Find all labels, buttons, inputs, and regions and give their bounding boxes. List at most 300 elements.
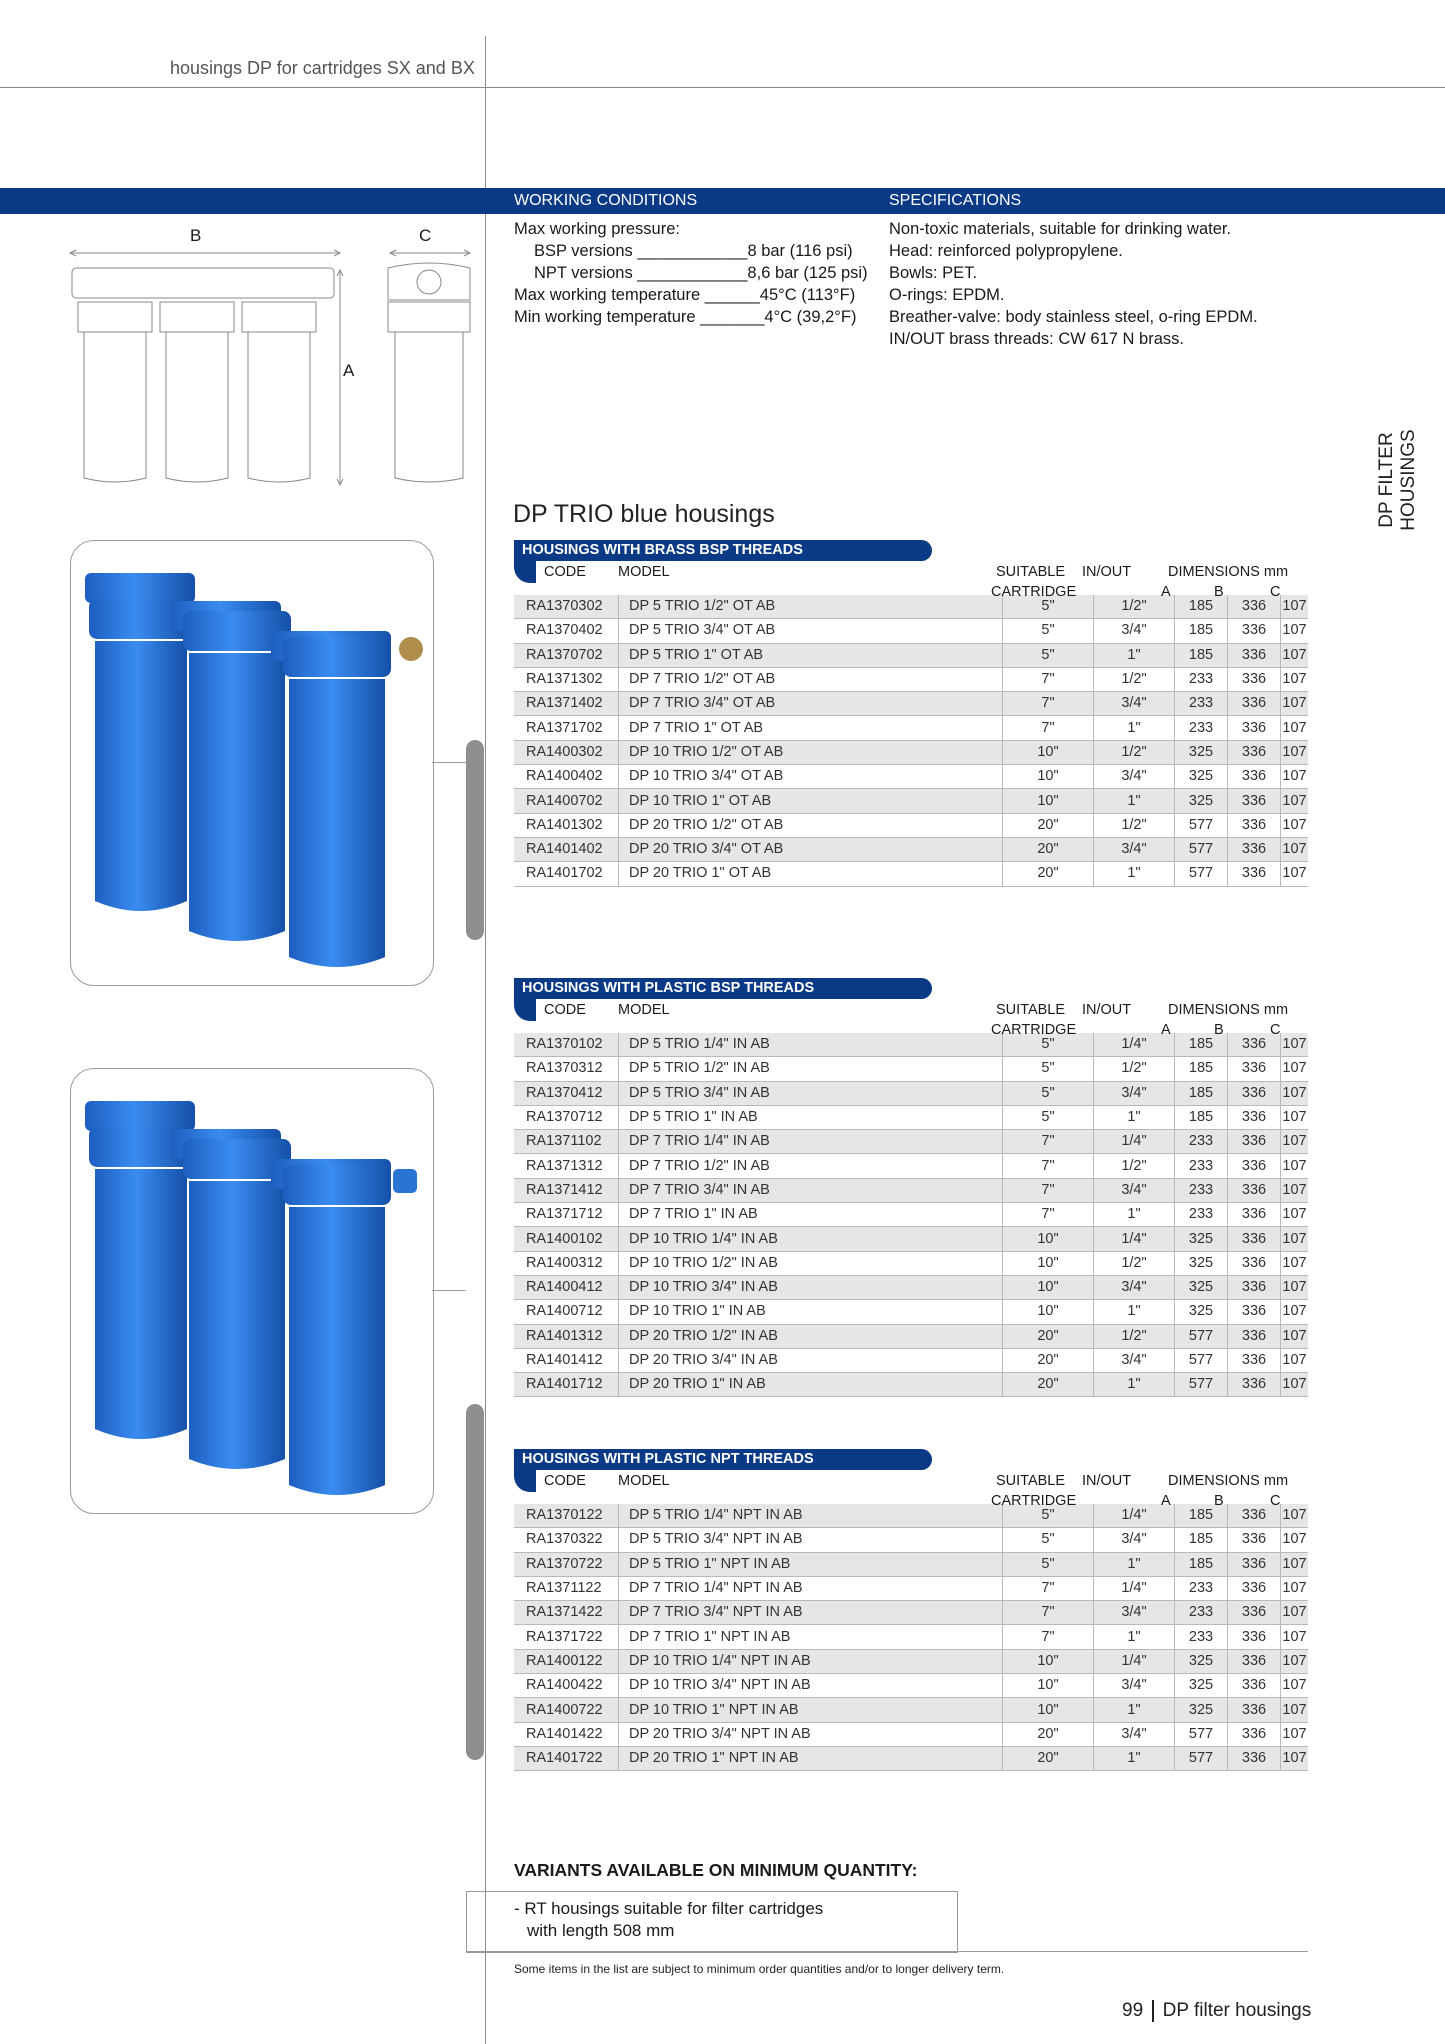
dimension-b: 336 xyxy=(1228,837,1281,861)
dimension-c: 107 xyxy=(1281,1154,1309,1178)
product-model: DP 5 TRIO 1/2" OT AB xyxy=(619,595,1003,619)
dimension-b: 336 xyxy=(1228,1033,1281,1057)
dimension-b: 336 xyxy=(1228,595,1281,619)
cartridge-size: 7" xyxy=(1003,1576,1094,1600)
table-row xyxy=(514,862,1308,886)
table-row xyxy=(514,1552,1308,1576)
dimension-a: 185 xyxy=(1175,1033,1228,1057)
thread-size: 3/4" xyxy=(1094,837,1175,861)
cartridge-size: 7" xyxy=(1003,1178,1094,1202)
condition-row: Max working temperature ______45°C (113°F) xyxy=(514,286,856,304)
cartridge-size: 10" xyxy=(1003,1251,1094,1275)
product-code: RA1370712 xyxy=(514,1105,619,1129)
product-code: RA1370122 xyxy=(514,1504,619,1528)
dimension-b: 336 xyxy=(1228,1504,1281,1528)
product-code: RA1400702 xyxy=(514,789,619,813)
cartridge-size: 5" xyxy=(1003,1528,1094,1552)
table-row xyxy=(514,692,1308,716)
spec-row: Head: reinforced polypropylene. xyxy=(889,242,1123,260)
table-row xyxy=(514,1746,1308,1770)
dimension-a: 233 xyxy=(1175,1601,1228,1625)
cartridge-size: 10" xyxy=(1003,1300,1094,1324)
cartridge-size: 20" xyxy=(1003,813,1094,837)
dimension-a: 325 xyxy=(1175,1300,1228,1324)
thread-size: 1/4" xyxy=(1094,1033,1175,1057)
dimension-a: 325 xyxy=(1175,1698,1228,1722)
page-scroll-marker xyxy=(466,740,484,940)
dimension-b: 336 xyxy=(1228,1625,1281,1649)
dimension-a: 325 xyxy=(1175,1227,1228,1251)
dimension-a: 577 xyxy=(1175,837,1228,861)
dimension-a: 577 xyxy=(1175,862,1228,886)
product-model: DP 10 TRIO 3/4" IN AB xyxy=(619,1275,1003,1299)
table-row xyxy=(514,1348,1308,1372)
dimension-b: 336 xyxy=(1228,1698,1281,1722)
product-code: RA1400102 xyxy=(514,1227,619,1251)
table-row xyxy=(514,1722,1308,1746)
col-dim-a: A xyxy=(1161,1022,1171,1038)
table-row xyxy=(514,1373,1308,1397)
dimension-b: 336 xyxy=(1228,1081,1281,1105)
dimension-c: 107 xyxy=(1281,1275,1309,1299)
col-inout: IN/OUT xyxy=(1082,1002,1132,1018)
product-code: RA1401312 xyxy=(514,1324,619,1348)
specifications-list xyxy=(889,218,1258,350)
dimension-b: 336 xyxy=(1228,1552,1281,1576)
product-code: RA1371102 xyxy=(514,1130,619,1154)
product-model: DP 20 TRIO 1" OT AB xyxy=(619,862,1003,886)
cartridge-size: 10" xyxy=(1003,1698,1094,1722)
dimension-a: 233 xyxy=(1175,1178,1228,1202)
col-dim-b: B xyxy=(1214,1493,1224,1509)
dimension-a: 185 xyxy=(1175,595,1228,619)
product-photo-frame xyxy=(70,540,434,986)
section-title: DP TRIO blue housings xyxy=(513,500,775,528)
product-model: DP 10 TRIO 1" OT AB xyxy=(619,789,1003,813)
thread-size: 1" xyxy=(1094,1203,1175,1227)
product-model: DP 10 TRIO 1/2" OT AB xyxy=(619,740,1003,764)
dimension-a: 577 xyxy=(1175,1348,1228,1372)
dimension-c: 107 xyxy=(1281,619,1309,643)
dimension-a: 577 xyxy=(1175,1746,1228,1770)
thread-size: 1" xyxy=(1094,789,1175,813)
specifications-title: SPECIFICATIONS xyxy=(889,192,1022,209)
product-code: RA1401702 xyxy=(514,862,619,886)
dimension-c: 107 xyxy=(1281,1057,1309,1081)
thread-size: 1" xyxy=(1094,862,1175,886)
thread-size: 1" xyxy=(1094,1625,1175,1649)
dimension-a: 325 xyxy=(1175,1275,1228,1299)
table-row xyxy=(514,1649,1308,1673)
col-dimensions: DIMENSIONS mm xyxy=(1168,564,1289,580)
product-code: RA1370312 xyxy=(514,1057,619,1081)
table-header xyxy=(514,561,1308,600)
product-code: RA1400312 xyxy=(514,1251,619,1275)
thread-size: 1/2" xyxy=(1094,1154,1175,1178)
spec-row: Bowls: PET. xyxy=(889,264,978,282)
product-code: RA1371722 xyxy=(514,1625,619,1649)
dimension-b: 336 xyxy=(1228,1057,1281,1081)
spec-row: Breather-valve: body stainless steel, o-ring EPDM. xyxy=(889,308,1258,326)
cartridge-size: 7" xyxy=(1003,1203,1094,1227)
cartridge-size: 10" xyxy=(1003,1275,1094,1299)
table-row xyxy=(514,619,1308,643)
footer-section: DP filter housings xyxy=(1162,2000,1312,2022)
dimension-label-c: C xyxy=(419,226,432,245)
product-code: RA1400422 xyxy=(514,1674,619,1698)
product-model: DP 20 TRIO 1" NPT IN AB xyxy=(619,1746,1003,1770)
col-dimensions: DIMENSIONS mm xyxy=(1168,1473,1289,1489)
dimension-c: 107 xyxy=(1281,765,1309,789)
condition-row: Max working pressure: xyxy=(514,220,680,238)
dimension-a: 233 xyxy=(1175,1625,1228,1649)
dimension-c: 107 xyxy=(1281,837,1309,861)
product-code: RA1371402 xyxy=(514,692,619,716)
table-row xyxy=(514,1601,1308,1625)
product-code: RA1401722 xyxy=(514,1746,619,1770)
table-row xyxy=(514,1251,1308,1275)
table-row xyxy=(514,1275,1308,1299)
plastic-npt-table xyxy=(514,1449,1308,1771)
cartridge-size: 5" xyxy=(1003,1105,1094,1129)
thread-size: 3/4" xyxy=(1094,765,1175,789)
cartridge-size: 10" xyxy=(1003,789,1094,813)
dimension-c: 107 xyxy=(1281,740,1309,764)
product-model: DP 5 TRIO 1/2" IN AB xyxy=(619,1057,1003,1081)
working-conditions-title: WORKING CONDITIONS xyxy=(514,192,698,209)
dimension-c: 107 xyxy=(1281,1528,1309,1552)
thread-size: 3/4" xyxy=(1094,1601,1175,1625)
dimension-a: 577 xyxy=(1175,1722,1228,1746)
col-cartridge: SUITABLE xyxy=(996,1473,1066,1489)
plastic-bsp-table xyxy=(514,978,1308,1397)
table-row xyxy=(514,837,1308,861)
cartridge-size: 10" xyxy=(1003,1227,1094,1251)
dimension-b: 336 xyxy=(1228,619,1281,643)
product-model: DP 10 TRIO 3/4" OT AB xyxy=(619,765,1003,789)
dimension-a: 185 xyxy=(1175,619,1228,643)
cartridge-size: 7" xyxy=(1003,667,1094,691)
table-row xyxy=(514,1203,1308,1227)
table-row xyxy=(514,1674,1308,1698)
cartridge-size: 20" xyxy=(1003,1324,1094,1348)
cartridge-size: 20" xyxy=(1003,1722,1094,1746)
col-dim-c: C xyxy=(1270,584,1281,600)
table-row xyxy=(514,1033,1308,1057)
thread-size: 1" xyxy=(1094,643,1175,667)
col-dim-a: A xyxy=(1161,1493,1171,1509)
col-cartridge: SUITABLE xyxy=(996,1002,1066,1018)
table-row xyxy=(514,740,1308,764)
product-code: RA1370702 xyxy=(514,643,619,667)
thread-size: 3/4" xyxy=(1094,1348,1175,1372)
dimension-a: 233 xyxy=(1175,667,1228,691)
product-code: RA1401412 xyxy=(514,1348,619,1372)
cartridge-size: 20" xyxy=(1003,1746,1094,1770)
thread-size: 3/4" xyxy=(1094,1722,1175,1746)
dimension-c: 107 xyxy=(1281,1674,1309,1698)
col-dim-c: C xyxy=(1270,1022,1281,1038)
condition-row: NPT versions ____________8,6 bar (125 psi) xyxy=(534,264,868,282)
table-row xyxy=(514,1576,1308,1600)
product-code: RA1401712 xyxy=(514,1373,619,1397)
variants-line-1: - RT housings suitable for filter cartridges xyxy=(514,1899,824,1918)
variants-rule xyxy=(466,1951,1308,1952)
table-row xyxy=(514,667,1308,691)
dimension-c: 107 xyxy=(1281,1373,1309,1397)
col-code: CODE xyxy=(544,564,586,580)
dimension-a: 233 xyxy=(1175,1576,1228,1600)
table-row xyxy=(514,1300,1308,1324)
thread-size: 1" xyxy=(1094,1373,1175,1397)
cartridge-size: 20" xyxy=(1003,1348,1094,1372)
dimension-c: 107 xyxy=(1281,1105,1309,1129)
column-divider xyxy=(485,36,486,2044)
table-row xyxy=(514,643,1308,667)
cartridge-size: 5" xyxy=(1003,1081,1094,1105)
working-conditions-list xyxy=(514,218,868,328)
table-row xyxy=(514,716,1308,740)
triple-housing-image xyxy=(71,1069,433,1513)
thread-size: 1" xyxy=(1094,1300,1175,1324)
product-code: RA1371412 xyxy=(514,1178,619,1202)
dimension-b: 336 xyxy=(1228,813,1281,837)
dimension-a: 325 xyxy=(1175,1649,1228,1673)
dimension-a: 233 xyxy=(1175,1130,1228,1154)
product-model: DP 5 TRIO 3/4" OT AB xyxy=(619,619,1003,643)
product-code: RA1371302 xyxy=(514,667,619,691)
dimension-a: 233 xyxy=(1175,1203,1228,1227)
dimension-a: 233 xyxy=(1175,1154,1228,1178)
product-code: RA1371122 xyxy=(514,1576,619,1600)
product-model: DP 5 TRIO 3/4" NPT IN AB xyxy=(619,1528,1003,1552)
product-code: RA1370102 xyxy=(514,1033,619,1057)
photo-connector xyxy=(432,762,466,763)
product-model: DP 20 TRIO 1/2" IN AB xyxy=(619,1324,1003,1348)
table-row xyxy=(514,595,1308,619)
dimension-b: 336 xyxy=(1228,1746,1281,1770)
variants-title: VARIANTS AVAILABLE ON MINIMUM QUANTITY: xyxy=(514,1860,918,1880)
thread-size: 3/4" xyxy=(1094,692,1175,716)
thread-size: 3/4" xyxy=(1094,1081,1175,1105)
page-number: 99 xyxy=(1122,2000,1144,2022)
product-code: RA1400122 xyxy=(514,1649,619,1673)
dimension-a: 325 xyxy=(1175,1674,1228,1698)
cartridge-size: 10" xyxy=(1003,765,1094,789)
cartridge-size: 20" xyxy=(1003,837,1094,861)
col-cartridge-2: CARTRIDGE xyxy=(991,1493,1077,1509)
product-model: DP 5 TRIO 1" NPT IN AB xyxy=(619,1552,1003,1576)
table-title-tag: HOUSINGS WITH BRASS BSP THREADS xyxy=(514,540,932,561)
table-row xyxy=(514,1178,1308,1202)
dimension-b: 336 xyxy=(1228,1348,1281,1372)
product-code: RA1370402 xyxy=(514,619,619,643)
product-code: RA1370302 xyxy=(514,595,619,619)
product-model: DP 10 TRIO 1" IN AB xyxy=(619,1300,1003,1324)
thread-size: 1/2" xyxy=(1094,1324,1175,1348)
thread-size: 1/2" xyxy=(1094,1251,1175,1275)
product-model: DP 7 TRIO 1/2" IN AB xyxy=(619,1154,1003,1178)
dimension-a: 185 xyxy=(1175,1105,1228,1129)
side-tab xyxy=(1376,428,1424,532)
product-model: DP 20 TRIO 3/4" IN AB xyxy=(619,1348,1003,1372)
cartridge-size: 7" xyxy=(1003,1130,1094,1154)
product-code: RA1370322 xyxy=(514,1528,619,1552)
dimension-c: 107 xyxy=(1281,1552,1309,1576)
cartridge-size: 5" xyxy=(1003,643,1094,667)
col-code: CODE xyxy=(544,1473,586,1489)
dimension-label-a: A xyxy=(343,361,355,380)
cartridge-size: 7" xyxy=(1003,1625,1094,1649)
thread-size: 1" xyxy=(1094,1552,1175,1576)
cartridge-size: 5" xyxy=(1003,619,1094,643)
product-model: DP 5 TRIO 1" IN AB xyxy=(619,1105,1003,1129)
product-code: RA1400412 xyxy=(514,1275,619,1299)
variants-line-2: with length 508 mm xyxy=(527,1921,675,1940)
col-cartridge: SUITABLE xyxy=(996,564,1066,580)
product-code: RA1401302 xyxy=(514,813,619,837)
product-model: DP 7 TRIO 1" OT AB xyxy=(619,716,1003,740)
dimension-a: 577 xyxy=(1175,1324,1228,1348)
product-code: RA1401402 xyxy=(514,837,619,861)
dimension-b: 336 xyxy=(1228,1674,1281,1698)
product-code: RA1371702 xyxy=(514,716,619,740)
dimension-c: 107 xyxy=(1281,1722,1309,1746)
dimension-b: 336 xyxy=(1228,1227,1281,1251)
dimension-b: 336 xyxy=(1228,1130,1281,1154)
dimension-c: 107 xyxy=(1281,1081,1309,1105)
dimension-label-b: B xyxy=(190,226,202,245)
page-header-title: housings DP for cartridges SX and BX xyxy=(170,58,475,78)
col-model: MODEL xyxy=(618,1002,670,1018)
dimension-b: 336 xyxy=(1228,1649,1281,1673)
thread-size: 1/4" xyxy=(1094,1130,1175,1154)
product-model: DP 20 TRIO 1" IN AB xyxy=(619,1373,1003,1397)
dimension-b: 336 xyxy=(1228,1203,1281,1227)
table-row xyxy=(514,1625,1308,1649)
dimension-b: 336 xyxy=(1228,667,1281,691)
product-model: DP 10 TRIO 1/4" NPT IN AB xyxy=(619,1649,1003,1673)
dimension-b: 336 xyxy=(1228,862,1281,886)
cartridge-size: 7" xyxy=(1003,1154,1094,1178)
table-row xyxy=(514,1130,1308,1154)
triple-housing-image xyxy=(71,541,433,985)
table-row xyxy=(514,1105,1308,1129)
dimension-c: 107 xyxy=(1281,1649,1309,1673)
product-model: DP 5 TRIO 1/4" IN AB xyxy=(619,1033,1003,1057)
dimension-c: 107 xyxy=(1281,1130,1309,1154)
col-dim-b: B xyxy=(1214,1022,1224,1038)
dimension-c: 107 xyxy=(1281,1203,1309,1227)
product-code: RA1370412 xyxy=(514,1081,619,1105)
dimension-a: 185 xyxy=(1175,1081,1228,1105)
table-row xyxy=(514,1698,1308,1722)
dimension-b: 336 xyxy=(1228,1576,1281,1600)
thread-size: 1/4" xyxy=(1094,1576,1175,1600)
cartridge-size: 5" xyxy=(1003,595,1094,619)
product-model: DP 7 TRIO 1/4" IN AB xyxy=(619,1130,1003,1154)
product-code: RA1400722 xyxy=(514,1698,619,1722)
dimension-b: 336 xyxy=(1228,643,1281,667)
dimension-b: 336 xyxy=(1228,1154,1281,1178)
thread-size: 1" xyxy=(1094,716,1175,740)
col-dim-c: C xyxy=(1270,1493,1281,1509)
col-dim-a: A xyxy=(1161,584,1171,600)
product-model: DP 20 TRIO 3/4" NPT IN AB xyxy=(619,1722,1003,1746)
thread-size: 1/4" xyxy=(1094,1649,1175,1673)
dimension-a: 185 xyxy=(1175,1528,1228,1552)
thread-size: 1" xyxy=(1094,1105,1175,1129)
product-model: DP 10 TRIO 1/4" IN AB xyxy=(619,1227,1003,1251)
thread-size: 3/4" xyxy=(1094,1674,1175,1698)
dimension-a: 577 xyxy=(1175,813,1228,837)
cartridge-size: 7" xyxy=(1003,692,1094,716)
product-model: DP 7 TRIO 1" IN AB xyxy=(619,1203,1003,1227)
dimension-c: 107 xyxy=(1281,1300,1309,1324)
table-header xyxy=(514,1470,1308,1509)
thread-size: 3/4" xyxy=(1094,1178,1175,1202)
dimension-b: 336 xyxy=(1228,1528,1281,1552)
product-code: RA1400302 xyxy=(514,740,619,764)
col-inout: IN/OUT xyxy=(1082,564,1132,580)
dimension-c: 107 xyxy=(1281,1625,1309,1649)
dimension-a: 233 xyxy=(1175,716,1228,740)
thread-size: 1/2" xyxy=(1094,1057,1175,1081)
dimension-b: 336 xyxy=(1228,1722,1281,1746)
dimension-c: 107 xyxy=(1281,1746,1309,1770)
variants-text xyxy=(514,1898,823,1942)
thread-size: 1/2" xyxy=(1094,595,1175,619)
dimension-c: 107 xyxy=(1281,1227,1309,1251)
cartridge-size: 7" xyxy=(1003,1601,1094,1625)
cartridge-size: 20" xyxy=(1003,862,1094,886)
dimension-b: 336 xyxy=(1228,1601,1281,1625)
dimension-c: 107 xyxy=(1281,1504,1309,1528)
product-code: RA1400712 xyxy=(514,1300,619,1324)
dimension-b: 336 xyxy=(1228,1373,1281,1397)
cartridge-size: 5" xyxy=(1003,1552,1094,1576)
table-row xyxy=(514,1081,1308,1105)
product-code: RA1371712 xyxy=(514,1203,619,1227)
dimension-c: 107 xyxy=(1281,1698,1309,1722)
product-model: DP 20 TRIO 1/2" OT AB xyxy=(619,813,1003,837)
thread-size: 1" xyxy=(1094,1698,1175,1722)
table-row xyxy=(514,813,1308,837)
table-header xyxy=(514,999,1308,1038)
side-tab-label: DP FILTER HOUSINGS xyxy=(1376,429,1419,531)
dimension-c: 107 xyxy=(1281,716,1309,740)
product-model: DP 7 TRIO 3/4" OT AB xyxy=(619,692,1003,716)
cartridge-size: 7" xyxy=(1003,716,1094,740)
dimension-c: 107 xyxy=(1281,692,1309,716)
product-model: DP 7 TRIO 3/4" NPT IN AB xyxy=(619,1601,1003,1625)
spec-row: IN/OUT brass threads: CW 617 N brass. xyxy=(889,330,1184,348)
dimension-c: 107 xyxy=(1281,1601,1309,1625)
table-title-tag: HOUSINGS WITH PLASTIC NPT THREADS xyxy=(514,1449,932,1470)
dimension-b: 336 xyxy=(1228,1105,1281,1129)
thread-size: 3/4" xyxy=(1094,1275,1175,1299)
col-cartridge-2: CARTRIDGE xyxy=(991,584,1077,600)
cartridge-size: 20" xyxy=(1003,1373,1094,1397)
col-inout: IN/OUT xyxy=(1082,1473,1132,1489)
product-model: DP 20 TRIO 3/4" OT AB xyxy=(619,837,1003,861)
table-title-tag: HOUSINGS WITH PLASTIC BSP THREADS xyxy=(514,978,932,999)
dimension-a: 185 xyxy=(1175,643,1228,667)
dimension-b: 336 xyxy=(1228,1324,1281,1348)
col-dimensions: DIMENSIONS mm xyxy=(1168,1002,1289,1018)
thread-size: 1/2" xyxy=(1094,667,1175,691)
thread-size: 1/4" xyxy=(1094,1227,1175,1251)
